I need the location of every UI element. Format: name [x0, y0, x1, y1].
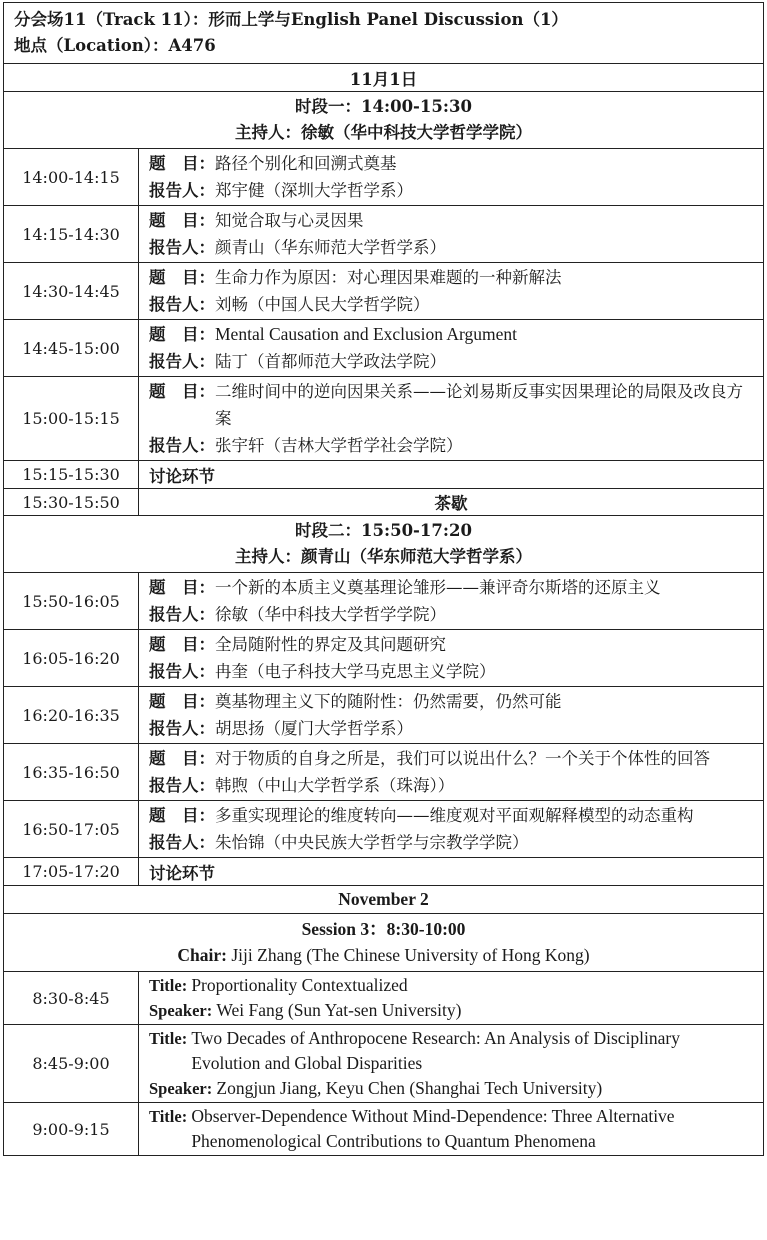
- talk-time: 8:30-8:45: [4, 972, 139, 1025]
- talk-content: [139, 687, 764, 744]
- talk-content: [139, 263, 764, 320]
- talk-time: 15:50-16:05: [4, 573, 139, 630]
- talk-time: 16:05-16:20: [4, 630, 139, 687]
- talk-row: [4, 320, 764, 377]
- session1-header: [4, 92, 764, 149]
- speaker-label: 报告人：: [149, 238, 215, 257]
- talk-title: Mental Causation and Exclusion Argument: [215, 324, 517, 344]
- talk-time: 8:45-9:00: [4, 1025, 139, 1103]
- break-row: [4, 489, 764, 516]
- talk-row: [4, 972, 764, 1025]
- speaker-label: 报告人：: [149, 352, 215, 371]
- date-day2: November 2: [4, 886, 764, 914]
- date-row: [4, 886, 764, 914]
- talk-content: [139, 149, 764, 206]
- discussion-row: [4, 461, 764, 489]
- talk-title: 一个新的本质主义奠基理论雏形——兼评奇尔斯塔的还原主义: [215, 578, 661, 597]
- talk-time: 15:00-15:15: [4, 377, 139, 461]
- speaker-label: 报告人：: [149, 295, 215, 314]
- talk-row: [4, 744, 764, 801]
- session2-chair: 主持人：颜青山（华东师范大学哲学系）: [235, 547, 532, 566]
- chair-label: Chair:: [177, 945, 232, 965]
- date-row: [4, 64, 764, 92]
- talk-content: [139, 320, 764, 377]
- session1-chair: 主持人：徐敏（华中科技大学哲学学院）: [235, 123, 532, 142]
- session3-time: Session 3：8:30-10:00: [301, 919, 466, 939]
- discussion-row: [4, 858, 764, 886]
- session-row: [4, 914, 764, 972]
- talk-content: [139, 801, 764, 858]
- talk-content: [139, 1103, 764, 1156]
- talk-row: [4, 1103, 764, 1156]
- talk-title: 生命力作为原因：对心理因果难题的一种新解法: [215, 268, 562, 287]
- discussion-label: 讨论环节: [139, 858, 764, 886]
- discussion-label: 讨论环节: [139, 461, 764, 489]
- talk-title: Two Decades of Anthropocene Research: An Analysis of Disciplinary Evolution and Global Disparities: [191, 1028, 685, 1073]
- date-day1: 11月1日: [4, 64, 764, 92]
- location: 地点（Location）：A476: [14, 36, 216, 55]
- talk-speaker: 郑宇健（深圳大学哲学系）: [215, 181, 413, 200]
- talk-row: [4, 1025, 764, 1103]
- talk-speaker: 徐敏（华中科技大学哲学学院）: [215, 605, 446, 624]
- title-label: 题 目：: [149, 806, 215, 825]
- break-label: 茶歇: [139, 489, 764, 516]
- speaker-label: 报告人：: [149, 181, 215, 200]
- session3-chair-line: [4, 942, 763, 969]
- talk-time: 9:00-9:15: [4, 1103, 139, 1156]
- discussion-time: 17:05-17:20: [4, 858, 139, 886]
- talk-time: 14:15-14:30: [4, 206, 139, 263]
- talk-speaker: 刘畅（中国人民大学哲学院）: [215, 295, 430, 314]
- talk-row: [4, 687, 764, 744]
- session1-time: 时段一：14:00-15:30: [295, 97, 472, 116]
- talk-content: [139, 377, 764, 461]
- track-title: 分会场11（Track 11）：形而上学与English Panel Discussion（1）: [14, 10, 568, 29]
- talk-speaker: 胡思扬（厦门大学哲学系）: [215, 719, 413, 738]
- title-label: 题 目：: [149, 578, 215, 597]
- session3-chair: Jiji Zhang (The Chinese University of Hong Kong): [231, 945, 590, 965]
- talk-speaker: 冉奎（电子科技大学马克思主义学院）: [215, 662, 496, 681]
- talk-speaker: 颜青山（华东师范大学哲学系）: [215, 238, 446, 257]
- session2-time: 时段二：15:50-17:20: [295, 521, 472, 540]
- talk-title: 多重实现理论的维度转向——维度观对平面观解释模型的动态重构: [215, 806, 694, 825]
- talk-row: [4, 630, 764, 687]
- talk-speaker: 朱怡锦（中央民族大学哲学与宗教学学院）: [215, 833, 529, 852]
- title-label: 题 目：: [149, 154, 215, 173]
- talk-row: [4, 377, 764, 461]
- talk-speaker: 张宇轩（吉林大学哲学社会学院）: [215, 436, 463, 455]
- talk-title: 对于物质的自身之所是，我们可以说出什么？一个关于个体性的回答: [215, 749, 710, 768]
- talk-content: [139, 744, 764, 801]
- title-label: Title:: [149, 976, 192, 995]
- talk-title: 全局随附性的界定及其问题研究: [215, 635, 446, 654]
- talk-speaker: 陆丁（首都师范大学政法学院）: [215, 352, 446, 371]
- talk-row: [4, 149, 764, 206]
- talk-row: [4, 801, 764, 858]
- discussion-time: 15:15-15:30: [4, 461, 139, 489]
- speaker-label: 报告人：: [149, 776, 215, 795]
- talk-time: 14:30-14:45: [4, 263, 139, 320]
- track-header: [4, 3, 764, 64]
- talk-title: 知觉合取与心灵因果: [215, 211, 364, 230]
- speaker-label: 报告人：: [149, 833, 215, 852]
- title-label: 题 目：: [149, 692, 215, 711]
- talk-title: 路径个别化和回溯式奠基: [215, 154, 397, 173]
- title-label: 题 目：: [149, 211, 215, 230]
- break-time: 15:30-15:50: [4, 489, 139, 516]
- speaker-label: Speaker:: [149, 1079, 217, 1098]
- title-label: 题 目：: [149, 749, 215, 768]
- talk-speaker: Wei Fang (Sun Yat-sen University): [216, 1000, 462, 1020]
- speaker-label: 报告人：: [149, 719, 215, 738]
- talk-content: [139, 1025, 764, 1103]
- talk-speaker: 韩煦（中山大学哲学系（珠海））: [215, 776, 455, 795]
- speaker-label: 报告人：: [149, 662, 215, 681]
- talk-time: 14:45-15:00: [4, 320, 139, 377]
- talk-content: [139, 630, 764, 687]
- session2-header: [4, 516, 764, 573]
- speaker-label: 报告人：: [149, 605, 215, 624]
- talk-content: [139, 972, 764, 1025]
- talk-speaker: Zongjun Jiang, Keyu Chen (Shanghai Tech University): [216, 1078, 603, 1098]
- title-label: 题 目：: [149, 325, 215, 344]
- schedule-sheet: [3, 2, 764, 1156]
- speaker-label: Speaker:: [149, 1001, 217, 1020]
- talk-row: [4, 263, 764, 320]
- talk-row: [4, 573, 764, 630]
- schedule-table: [3, 2, 764, 1156]
- title-label: Title:: [149, 1029, 192, 1048]
- talk-content: [139, 573, 764, 630]
- title-label: Title:: [149, 1107, 192, 1126]
- title-label: 题 目：: [149, 635, 215, 654]
- talk-time: 14:00-14:15: [4, 149, 139, 206]
- talk-title: Observer-Dependence Without Mind-Dependence: Three Alternative Phenomenological Contributions to Quantum Phenomena: [191, 1106, 679, 1151]
- session3-header: [4, 914, 764, 972]
- session-row: [4, 92, 764, 149]
- talk-title: 奠基物理主义下的随附性：仍然需要，仍然可能: [215, 692, 562, 711]
- title-label: 题 目：: [149, 268, 215, 287]
- talk-row: [4, 206, 764, 263]
- track-header-row: [4, 3, 764, 64]
- talk-time: 16:35-16:50: [4, 744, 139, 801]
- talk-title: Proportionality Contextualized: [191, 975, 408, 995]
- title-label: 题 目：: [149, 382, 215, 401]
- talk-time: 16:50-17:05: [4, 801, 139, 858]
- talk-title: 二维时间中的逆向因果关系——论刘易斯反事实因果理论的局限及改良方案: [215, 382, 743, 428]
- session-row: [4, 516, 764, 573]
- talk-time: 16:20-16:35: [4, 687, 139, 744]
- speaker-label: 报告人：: [149, 436, 215, 455]
- talk-content: [139, 206, 764, 263]
